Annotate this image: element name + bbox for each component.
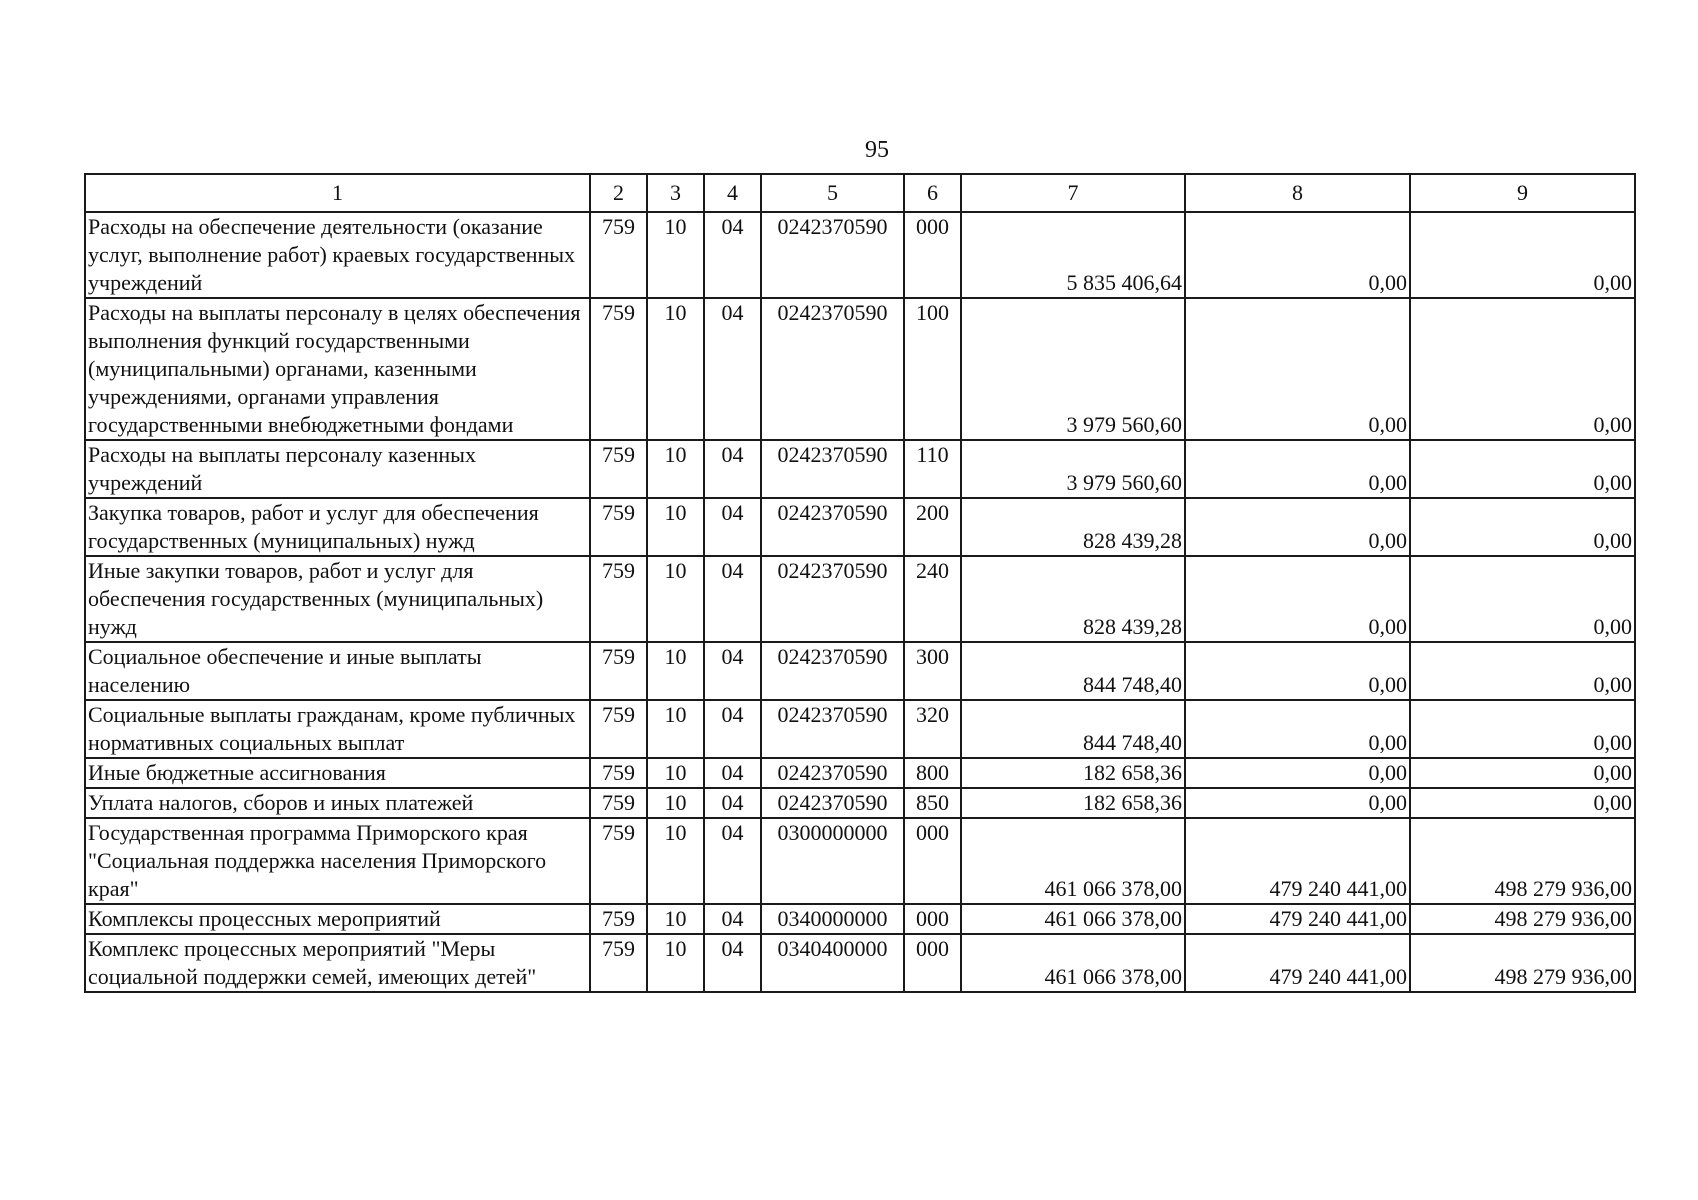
cell-c6: 000 — [904, 212, 961, 298]
cell-c3: 10 — [647, 440, 704, 498]
header-cell-6: 6 — [904, 174, 961, 212]
cell-name: Иные бюджетные ассигнования — [85, 758, 590, 788]
cell-c7: 461 066 378,00 — [961, 818, 1185, 904]
cell-c7: 828 439,28 — [961, 556, 1185, 642]
cell-c9: 0,00 — [1410, 788, 1635, 818]
table-row — [85, 556, 1635, 642]
cell-c3: 10 — [647, 934, 704, 992]
cell-c9: 0,00 — [1410, 498, 1635, 556]
table-row — [85, 818, 1635, 904]
cell-c6: 300 — [904, 642, 961, 700]
cell-c2: 759 — [590, 818, 647, 904]
cell-c6: 200 — [904, 498, 961, 556]
cell-c6: 850 — [904, 788, 961, 818]
cell-c3: 10 — [647, 758, 704, 788]
cell-c6: 000 — [904, 904, 961, 934]
table-row — [85, 212, 1635, 298]
table-row — [85, 498, 1635, 556]
cell-c8: 0,00 — [1185, 788, 1410, 818]
header-cell-5: 5 — [761, 174, 904, 212]
cell-c8: 479 240 441,00 — [1185, 934, 1410, 992]
cell-c9: 498 279 936,00 — [1410, 934, 1635, 992]
cell-c2: 759 — [590, 788, 647, 818]
cell-c4: 04 — [704, 904, 761, 934]
cell-c7: 844 748,40 — [961, 700, 1185, 758]
table-row — [85, 700, 1635, 758]
header-cell-4: 4 — [704, 174, 761, 212]
header-row — [85, 174, 1635, 212]
cell-c4: 04 — [704, 440, 761, 498]
cell-c8: 0,00 — [1185, 556, 1410, 642]
cell-c5: 0242370590 — [761, 700, 904, 758]
cell-c6: 100 — [904, 298, 961, 440]
cell-c2: 759 — [590, 556, 647, 642]
cell-c5: 0242370590 — [761, 498, 904, 556]
cell-name: Расходы на выплаты персоналу в целях обеспечения выполнения функций государственными (муниципальными) органами, казенными учреждениями, органами управления государственными внебюджетными фондами — [85, 298, 590, 440]
cell-c9: 0,00 — [1410, 440, 1635, 498]
cell-name: Социальные выплаты гражданам, кроме публичных нормативных социальных выплат — [85, 700, 590, 758]
table-row — [85, 298, 1635, 440]
cell-c7: 5 835 406,64 — [961, 212, 1185, 298]
cell-c8: 0,00 — [1185, 440, 1410, 498]
cell-c5: 0242370590 — [761, 788, 904, 818]
cell-c8: 0,00 — [1185, 212, 1410, 298]
cell-c6: 000 — [904, 818, 961, 904]
cell-c9: 0,00 — [1410, 298, 1635, 440]
table-row — [85, 788, 1635, 818]
table-row — [85, 758, 1635, 788]
cell-c4: 04 — [704, 934, 761, 992]
cell-c7: 3 979 560,60 — [961, 440, 1185, 498]
cell-c7: 182 658,36 — [961, 758, 1185, 788]
cell-name: Государственная программа Приморского края "Социальная поддержка населения Приморского края" — [85, 818, 590, 904]
table-body — [85, 212, 1635, 992]
cell-c8: 479 240 441,00 — [1185, 818, 1410, 904]
cell-c7: 461 066 378,00 — [961, 934, 1185, 992]
cell-name: Уплата налогов, сборов и иных платежей — [85, 788, 590, 818]
cell-name: Закупка товаров, работ и услуг для обеспечения государственных (муниципальных) нужд — [85, 498, 590, 556]
cell-c2: 759 — [590, 298, 647, 440]
cell-c7: 3 979 560,60 — [961, 298, 1185, 440]
cell-c8: 0,00 — [1185, 498, 1410, 556]
cell-c8: 0,00 — [1185, 700, 1410, 758]
cell-c3: 10 — [647, 642, 704, 700]
cell-c6: 240 — [904, 556, 961, 642]
cell-c3: 10 — [647, 788, 704, 818]
cell-c3: 10 — [647, 556, 704, 642]
cell-c7: 461 066 378,00 — [961, 904, 1185, 934]
cell-c8: 0,00 — [1185, 298, 1410, 440]
table-row — [85, 642, 1635, 700]
cell-c3: 10 — [647, 818, 704, 904]
table-row — [85, 440, 1635, 498]
cell-c5: 0242370590 — [761, 440, 904, 498]
cell-c9: 0,00 — [1410, 642, 1635, 700]
table-row — [85, 904, 1635, 934]
cell-c3: 10 — [647, 298, 704, 440]
cell-c9: 0,00 — [1410, 212, 1635, 298]
cell-c4: 04 — [704, 556, 761, 642]
cell-c6: 320 — [904, 700, 961, 758]
cell-c7: 182 658,36 — [961, 788, 1185, 818]
cell-name: Комплекс процессных мероприятий "Меры социальной поддержки семей, имеющих детей" — [85, 934, 590, 992]
cell-c2: 759 — [590, 440, 647, 498]
cell-c4: 04 — [704, 818, 761, 904]
cell-c8: 0,00 — [1185, 758, 1410, 788]
cell-c5: 0242370590 — [761, 556, 904, 642]
header-cell-2: 2 — [590, 174, 647, 212]
cell-c4: 04 — [704, 788, 761, 818]
cell-c5: 0242370590 — [761, 212, 904, 298]
cell-c8: 0,00 — [1185, 642, 1410, 700]
cell-c9: 0,00 — [1410, 758, 1635, 788]
cell-c2: 759 — [590, 758, 647, 788]
header-cell-7: 7 — [961, 174, 1185, 212]
cell-c4: 04 — [704, 212, 761, 298]
cell-c2: 759 — [590, 498, 647, 556]
cell-c9: 498 279 936,00 — [1410, 818, 1635, 904]
cell-c7: 828 439,28 — [961, 498, 1185, 556]
cell-c6: 000 — [904, 934, 961, 992]
cell-c4: 04 — [704, 758, 761, 788]
cell-c4: 04 — [704, 498, 761, 556]
cell-c2: 759 — [590, 642, 647, 700]
cell-name: Социальное обеспечение и иные выплаты населению — [85, 642, 590, 700]
cell-name: Иные закупки товаров, работ и услуг для обеспечения государственных (муниципальных) нужд — [85, 556, 590, 642]
table-row — [85, 934, 1635, 992]
header-cell-9: 9 — [1410, 174, 1635, 212]
cell-c2: 759 — [590, 212, 647, 298]
header-cell-1: 1 — [85, 174, 590, 212]
cell-c5: 0300000000 — [761, 818, 904, 904]
cell-c9: 498 279 936,00 — [1410, 904, 1635, 934]
cell-name: Расходы на выплаты персоналу казенных учреждений — [85, 440, 590, 498]
cell-c9: 0,00 — [1410, 700, 1635, 758]
cell-c4: 04 — [704, 700, 761, 758]
budget-table — [84, 173, 1636, 993]
cell-c5: 0340400000 — [761, 934, 904, 992]
cell-c2: 759 — [590, 934, 647, 992]
table-header — [85, 174, 1635, 212]
cell-name: Комплексы процессных мероприятий — [85, 904, 590, 934]
cell-c3: 10 — [647, 904, 704, 934]
cell-c4: 04 — [704, 298, 761, 440]
cell-c2: 759 — [590, 700, 647, 758]
cell-c5: 0242370590 — [761, 298, 904, 440]
cell-c5: 0340000000 — [761, 904, 904, 934]
cell-c6: 110 — [904, 440, 961, 498]
cell-c5: 0242370590 — [761, 642, 904, 700]
cell-c3: 10 — [647, 700, 704, 758]
header-cell-3: 3 — [647, 174, 704, 212]
page-number: 95 — [865, 137, 889, 163]
cell-name: Расходы на обеспечение деятельности (оказание услуг, выполнение работ) краевых государственных учреждений — [85, 212, 590, 298]
cell-c4: 04 — [704, 642, 761, 700]
cell-c3: 10 — [647, 498, 704, 556]
header-cell-8: 8 — [1185, 174, 1410, 212]
cell-c7: 844 748,40 — [961, 642, 1185, 700]
cell-c8: 479 240 441,00 — [1185, 904, 1410, 934]
cell-c9: 0,00 — [1410, 556, 1635, 642]
cell-c5: 0242370590 — [761, 758, 904, 788]
cell-c6: 800 — [904, 758, 961, 788]
cell-c2: 759 — [590, 904, 647, 934]
cell-c3: 10 — [647, 212, 704, 298]
